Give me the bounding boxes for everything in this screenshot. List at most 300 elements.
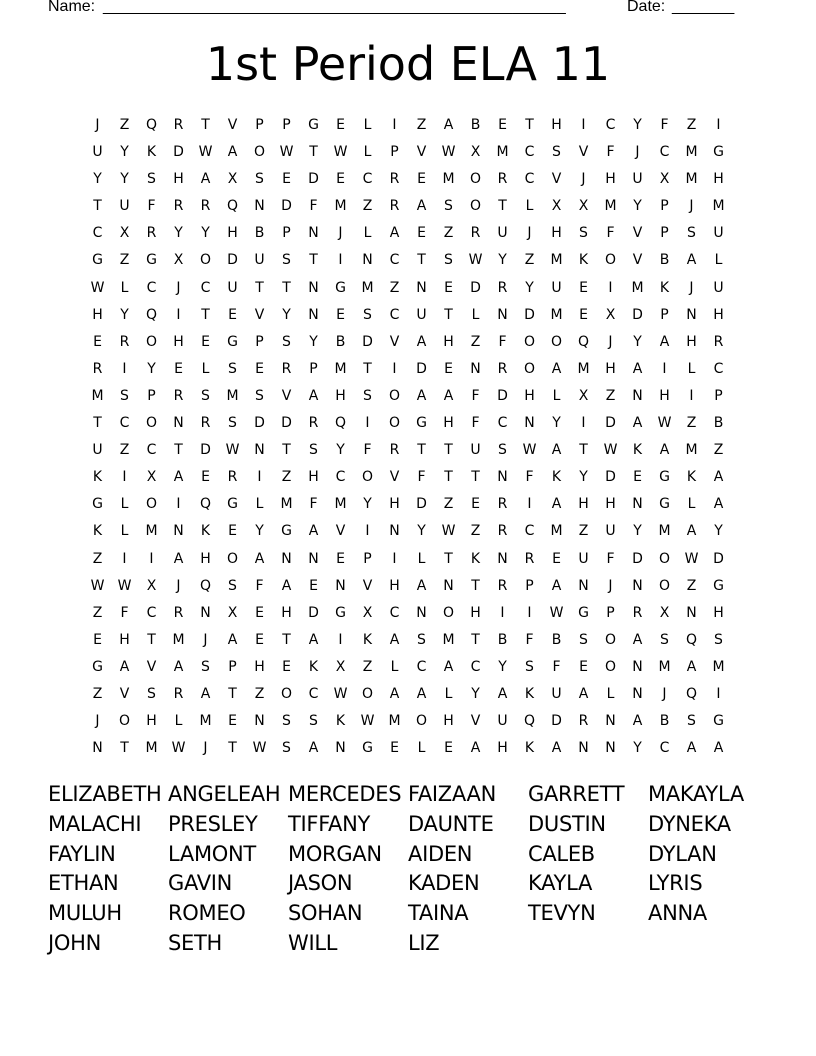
grid-letter[interactable]: R: [389, 171, 400, 188]
grid-letter[interactable]: R: [578, 713, 589, 730]
grid-letter[interactable]: H: [605, 171, 616, 188]
grid-letter[interactable]: P: [525, 577, 534, 594]
grid-letter[interactable]: H: [146, 713, 157, 730]
grid-letter[interactable]: O: [226, 550, 239, 567]
grid-letter[interactable]: B: [254, 225, 265, 242]
grid-letter[interactable]: E: [444, 360, 453, 377]
grid-letter[interactable]: B: [713, 415, 724, 432]
grid-letter[interactable]: P: [660, 225, 669, 242]
grid-letter[interactable]: T: [444, 550, 453, 567]
grid-letter[interactable]: L: [714, 252, 723, 269]
grid-letter[interactable]: A: [470, 740, 481, 757]
grid-letter[interactable]: T: [444, 306, 453, 323]
grid-letter[interactable]: W: [225, 442, 240, 459]
grid-letter[interactable]: S: [309, 442, 318, 459]
grid-letter[interactable]: F: [525, 631, 534, 648]
grid-letter[interactable]: X: [227, 171, 238, 188]
grid-letter[interactable]: Y: [309, 333, 318, 350]
grid-letter[interactable]: O: [658, 577, 671, 594]
grid-letter[interactable]: D: [173, 144, 184, 161]
grid-letter[interactable]: M: [361, 279, 374, 296]
grid-letter[interactable]: M: [442, 171, 455, 188]
grid-letter[interactable]: B: [659, 713, 670, 730]
grid-letter[interactable]: E: [228, 523, 237, 540]
grid-letter[interactable]: T: [444, 442, 453, 459]
grid-letter[interactable]: H: [605, 496, 616, 513]
grid-letter[interactable]: I: [365, 523, 370, 540]
grid-letter[interactable]: O: [550, 333, 563, 350]
grid-letter[interactable]: T: [282, 279, 291, 296]
grid-letter[interactable]: J: [203, 740, 208, 757]
grid-letter[interactable]: B: [551, 631, 562, 648]
grid-letter[interactable]: S: [147, 685, 156, 702]
grid-letter[interactable]: S: [498, 442, 507, 459]
grid-letter[interactable]: Z: [281, 469, 292, 486]
grid-letter[interactable]: R: [227, 469, 238, 486]
grid-letter[interactable]: N: [281, 550, 292, 567]
grid-letter[interactable]: Q: [145, 117, 158, 133]
grid-letter[interactable]: F: [606, 144, 615, 161]
grid-letter[interactable]: S: [714, 631, 723, 648]
grid-letter[interactable]: V: [470, 713, 481, 730]
grid-letter[interactable]: K: [524, 685, 535, 702]
grid-letter[interactable]: A: [389, 631, 400, 648]
grid-letter[interactable]: A: [389, 685, 400, 702]
grid-letter[interactable]: G: [659, 469, 670, 486]
grid-letter[interactable]: W: [252, 740, 267, 757]
grid-letter[interactable]: G: [227, 496, 238, 513]
grid-letter[interactable]: P: [147, 387, 156, 404]
grid-letter[interactable]: R: [173, 685, 184, 702]
grid-letter[interactable]: S: [579, 225, 588, 242]
grid-letter[interactable]: I: [527, 604, 532, 621]
grid-letter[interactable]: D: [416, 360, 427, 377]
grid-letter[interactable]: M: [550, 252, 563, 269]
grid-letter[interactable]: D: [632, 306, 643, 323]
grid-letter[interactable]: M: [685, 171, 698, 188]
grid-letter[interactable]: E: [174, 360, 183, 377]
grid-letter[interactable]: A: [416, 577, 427, 594]
grid-letter[interactable]: I: [176, 496, 181, 513]
grid-letter[interactable]: C: [362, 171, 373, 188]
grid-letter[interactable]: J: [635, 144, 640, 161]
grid-letter[interactable]: G: [659, 496, 670, 513]
grid-letter[interactable]: S: [687, 713, 696, 730]
grid-letter[interactable]: A: [632, 360, 643, 377]
grid-letter[interactable]: R: [389, 198, 400, 215]
grid-letter[interactable]: K: [632, 442, 643, 459]
grid-letter[interactable]: L: [417, 550, 426, 567]
grid-letter[interactable]: A: [173, 469, 184, 486]
grid-letter[interactable]: C: [524, 523, 535, 540]
grid-letter[interactable]: L: [444, 685, 453, 702]
grid-letter[interactable]: S: [255, 387, 264, 404]
grid-letter[interactable]: Z: [686, 415, 697, 432]
grid-letter[interactable]: D: [308, 171, 319, 188]
grid-letter[interactable]: A: [308, 740, 319, 757]
grid-letter[interactable]: O: [253, 144, 266, 161]
grid-letter[interactable]: P: [660, 198, 669, 215]
grid-letter[interactable]: Q: [577, 333, 590, 350]
grid-letter[interactable]: O: [469, 171, 482, 188]
grid-letter[interactable]: A: [632, 415, 643, 432]
grid-letter[interactable]: H: [713, 604, 724, 621]
grid-letter[interactable]: Y: [417, 523, 426, 540]
grid-letter[interactable]: Z: [416, 117, 427, 133]
grid-letter[interactable]: K: [200, 523, 211, 540]
grid-letter[interactable]: N: [443, 577, 454, 594]
grid-letter[interactable]: X: [173, 252, 184, 269]
grid-letter[interactable]: A: [551, 577, 562, 594]
grid-letter[interactable]: Y: [633, 740, 642, 757]
grid-letter[interactable]: G: [578, 604, 589, 621]
grid-letter[interactable]: M: [172, 631, 185, 648]
grid-letter[interactable]: W: [198, 144, 213, 161]
grid-letter[interactable]: F: [606, 550, 615, 567]
grid-letter[interactable]: O: [523, 333, 536, 350]
grid-letter[interactable]: A: [416, 333, 427, 350]
grid-letter[interactable]: E: [417, 225, 426, 242]
grid-letter[interactable]: V: [119, 685, 130, 702]
grid-letter[interactable]: M: [199, 713, 212, 730]
grid-letter[interactable]: L: [363, 225, 372, 242]
grid-letter[interactable]: A: [551, 740, 562, 757]
grid-letter[interactable]: F: [606, 225, 615, 242]
grid-letter[interactable]: M: [712, 658, 725, 675]
grid-letter[interactable]: W: [90, 577, 105, 594]
grid-letter[interactable]: A: [416, 685, 427, 702]
grid-letter[interactable]: U: [92, 144, 103, 161]
grid-letter[interactable]: R: [524, 550, 535, 567]
grid-letter[interactable]: W: [603, 442, 618, 459]
grid-letter[interactable]: T: [120, 740, 129, 757]
grid-letter[interactable]: S: [228, 415, 237, 432]
grid-letter[interactable]: F: [147, 198, 156, 215]
grid-letter[interactable]: J: [338, 225, 343, 242]
grid-letter[interactable]: A: [443, 387, 454, 404]
grid-letter[interactable]: L: [687, 360, 696, 377]
grid-letter[interactable]: S: [363, 306, 372, 323]
grid-letter[interactable]: N: [308, 225, 319, 242]
grid-letter[interactable]: G: [416, 415, 427, 432]
grid-letter[interactable]: S: [309, 713, 318, 730]
grid-letter[interactable]: N: [416, 604, 427, 621]
grid-letter[interactable]: O: [523, 360, 536, 377]
grid-letter[interactable]: T: [309, 252, 318, 269]
grid-letter[interactable]: E: [498, 117, 507, 133]
grid-letter[interactable]: N: [308, 306, 319, 323]
grid-letter[interactable]: Q: [334, 415, 347, 432]
grid-letter[interactable]: R: [173, 117, 184, 133]
grid-letter[interactable]: Q: [685, 631, 698, 648]
grid-letter[interactable]: P: [282, 225, 291, 242]
grid-letter[interactable]: K: [308, 658, 319, 675]
grid-letter[interactable]: N: [308, 550, 319, 567]
grid-letter[interactable]: I: [608, 279, 613, 296]
grid-letter[interactable]: O: [604, 631, 617, 648]
grid-letter[interactable]: E: [201, 469, 210, 486]
grid-letter[interactable]: T: [471, 577, 480, 594]
grid-letter[interactable]: S: [282, 333, 291, 350]
grid-letter[interactable]: D: [713, 550, 724, 567]
grid-letter[interactable]: P: [255, 117, 264, 133]
grid-letter[interactable]: P: [363, 550, 372, 567]
grid-letter[interactable]: A: [200, 171, 211, 188]
grid-letter[interactable]: I: [581, 415, 586, 432]
grid-letter[interactable]: Q: [145, 306, 158, 323]
grid-letter[interactable]: D: [605, 415, 616, 432]
grid-letter[interactable]: A: [173, 658, 184, 675]
grid-letter[interactable]: H: [443, 713, 454, 730]
grid-letter[interactable]: A: [551, 496, 562, 513]
grid-letter[interactable]: Y: [633, 333, 642, 350]
grid-letter[interactable]: E: [444, 279, 453, 296]
grid-letter[interactable]: H: [281, 604, 292, 621]
grid-letter[interactable]: I: [662, 360, 667, 377]
grid-letter[interactable]: I: [122, 360, 127, 377]
grid-letter[interactable]: M: [91, 387, 104, 404]
grid-letter[interactable]: V: [551, 171, 562, 188]
grid-letter[interactable]: M: [604, 198, 617, 215]
grid-letter[interactable]: E: [444, 740, 453, 757]
grid-letter[interactable]: N: [497, 469, 508, 486]
grid-letter[interactable]: E: [336, 550, 345, 567]
grid-letter[interactable]: H: [389, 496, 400, 513]
grid-letter[interactable]: U: [119, 198, 130, 215]
grid-letter[interactable]: H: [254, 658, 265, 675]
grid-letter[interactable]: W: [171, 740, 186, 757]
grid-letter[interactable]: F: [471, 387, 480, 404]
grid-letter[interactable]: V: [335, 523, 346, 540]
grid-letter[interactable]: C: [524, 144, 535, 161]
grid-letter[interactable]: V: [227, 117, 238, 133]
grid-letter[interactable]: H: [443, 415, 454, 432]
grid-letter[interactable]: R: [281, 360, 292, 377]
grid-letter[interactable]: N: [578, 577, 589, 594]
grid-letter[interactable]: A: [443, 117, 454, 133]
grid-letter[interactable]: Y: [120, 144, 129, 161]
grid-letter[interactable]: G: [281, 523, 292, 540]
grid-letter[interactable]: D: [227, 252, 238, 269]
grid-letter[interactable]: F: [309, 198, 318, 215]
grid-letter[interactable]: A: [659, 333, 670, 350]
grid-letter[interactable]: M: [685, 442, 698, 459]
grid-letter[interactable]: F: [255, 577, 264, 594]
grid-letter[interactable]: O: [604, 658, 617, 675]
grid-letter[interactable]: J: [689, 279, 694, 296]
grid-letter[interactable]: L: [552, 387, 561, 404]
grid-letter[interactable]: M: [712, 198, 725, 215]
grid-letter[interactable]: W: [279, 144, 294, 161]
grid-letter[interactable]: Y: [525, 279, 534, 296]
grid-letter[interactable]: N: [470, 360, 481, 377]
grid-letter[interactable]: S: [660, 631, 669, 648]
grid-letter[interactable]: Q: [523, 713, 536, 730]
grid-letter[interactable]: M: [334, 496, 347, 513]
grid-letter[interactable]: M: [496, 144, 509, 161]
grid-letter[interactable]: R: [119, 333, 130, 350]
grid-letter[interactable]: M: [685, 144, 698, 161]
grid-letter[interactable]: C: [335, 469, 346, 486]
grid-letter[interactable]: W: [468, 252, 483, 269]
grid-letter[interactable]: U: [416, 306, 427, 323]
grid-letter[interactable]: M: [631, 279, 644, 296]
grid-letter[interactable]: A: [119, 658, 130, 675]
grid-letter[interactable]: Y: [147, 360, 156, 377]
grid-letter[interactable]: R: [497, 523, 508, 540]
grid-letter[interactable]: L: [606, 685, 615, 702]
grid-letter[interactable]: W: [333, 685, 348, 702]
grid-letter[interactable]: R: [308, 415, 319, 432]
grid-letter[interactable]: Y: [471, 685, 480, 702]
grid-letter[interactable]: C: [308, 685, 319, 702]
grid-letter[interactable]: Z: [443, 225, 454, 242]
grid-letter[interactable]: Q: [199, 577, 212, 594]
grid-letter[interactable]: T: [228, 685, 237, 702]
grid-letter[interactable]: P: [714, 387, 723, 404]
grid-letter[interactable]: N: [173, 415, 184, 432]
grid-letter[interactable]: S: [444, 252, 453, 269]
grid-letter[interactable]: I: [338, 252, 343, 269]
grid-letter[interactable]: L: [120, 523, 129, 540]
grid-letter[interactable]: A: [416, 198, 427, 215]
grid-letter[interactable]: D: [470, 279, 481, 296]
grid-letter[interactable]: X: [146, 469, 157, 486]
grid-letter[interactable]: A: [713, 496, 724, 513]
grid-letter[interactable]: C: [146, 279, 157, 296]
grid-letter[interactable]: Y: [363, 496, 372, 513]
grid-letter[interactable]: T: [255, 279, 264, 296]
grid-letter[interactable]: T: [417, 252, 426, 269]
grid-letter[interactable]: H: [173, 333, 184, 350]
grid-letter[interactable]: E: [93, 631, 102, 648]
grid-letter[interactable]: J: [662, 685, 667, 702]
grid-letter[interactable]: E: [633, 469, 642, 486]
grid-letter[interactable]: M: [388, 713, 401, 730]
grid-letter[interactable]: N: [254, 713, 265, 730]
grid-letter[interactable]: N: [335, 577, 346, 594]
grid-letter[interactable]: D: [524, 306, 535, 323]
grid-letter[interactable]: E: [552, 550, 561, 567]
grid-letter[interactable]: C: [524, 171, 535, 188]
grid-letter[interactable]: N: [632, 577, 643, 594]
grid-letter[interactable]: Z: [470, 523, 481, 540]
grid-letter[interactable]: A: [686, 658, 697, 675]
grid-letter[interactable]: N: [632, 658, 643, 675]
grid-letter[interactable]: M: [442, 631, 455, 648]
grid-letter[interactable]: H: [551, 117, 562, 133]
grid-letter[interactable]: D: [281, 198, 292, 215]
grid-letter[interactable]: S: [282, 740, 291, 757]
grid-letter[interactable]: R: [173, 198, 184, 215]
grid-letter[interactable]: X: [578, 387, 589, 404]
grid-letter[interactable]: R: [632, 604, 643, 621]
grid-letter[interactable]: K: [686, 469, 697, 486]
grid-letter[interactable]: A: [497, 685, 508, 702]
grid-letter[interactable]: R: [497, 496, 508, 513]
grid-letter[interactable]: D: [254, 415, 265, 432]
grid-letter[interactable]: X: [605, 306, 616, 323]
grid-letter[interactable]: U: [551, 279, 562, 296]
grid-letter[interactable]: U: [254, 252, 265, 269]
grid-letter[interactable]: J: [95, 117, 100, 133]
grid-letter[interactable]: H: [713, 306, 724, 323]
grid-letter[interactable]: P: [309, 360, 318, 377]
grid-letter[interactable]: M: [658, 658, 671, 675]
grid-letter[interactable]: F: [660, 117, 669, 133]
grid-letter[interactable]: X: [362, 604, 373, 621]
grid-letter[interactable]: J: [689, 198, 694, 215]
grid-letter[interactable]: N: [578, 740, 589, 757]
grid-letter[interactable]: O: [145, 333, 158, 350]
grid-letter[interactable]: A: [686, 523, 697, 540]
grid-letter[interactable]: T: [471, 631, 480, 648]
grid-letter[interactable]: Z: [362, 658, 373, 675]
grid-letter[interactable]: N: [173, 523, 184, 540]
grid-letter[interactable]: E: [255, 360, 264, 377]
grid-letter[interactable]: R: [200, 198, 211, 215]
grid-letter[interactable]: Y: [633, 198, 642, 215]
grid-letter[interactable]: V: [362, 577, 373, 594]
grid-letter[interactable]: Z: [119, 442, 130, 459]
grid-letter[interactable]: N: [389, 523, 400, 540]
grid-letter[interactable]: T: [282, 442, 291, 459]
grid-letter[interactable]: I: [392, 117, 397, 133]
grid-letter[interactable]: S: [282, 713, 291, 730]
grid-letter[interactable]: E: [255, 604, 264, 621]
grid-letter[interactable]: C: [389, 306, 400, 323]
grid-letter[interactable]: T: [363, 360, 372, 377]
grid-letter[interactable]: X: [551, 198, 562, 215]
grid-letter[interactable]: Y: [336, 442, 345, 459]
grid-letter[interactable]: E: [579, 279, 588, 296]
grid-letter[interactable]: A: [578, 685, 589, 702]
grid-letter[interactable]: P: [282, 117, 291, 133]
grid-letter[interactable]: W: [441, 523, 456, 540]
grid-letter[interactable]: H: [200, 550, 211, 567]
grid-letter[interactable]: G: [713, 144, 724, 161]
grid-letter[interactable]: A: [443, 658, 454, 675]
grid-letter[interactable]: Q: [226, 198, 239, 215]
grid-letter[interactable]: H: [605, 360, 616, 377]
grid-letter[interactable]: O: [280, 685, 293, 702]
grid-letter[interactable]: F: [417, 469, 426, 486]
grid-letter[interactable]: H: [713, 171, 724, 188]
grid-letter[interactable]: C: [497, 415, 508, 432]
grid-letter[interactable]: E: [309, 577, 318, 594]
grid-letter[interactable]: E: [417, 171, 426, 188]
grid-letter[interactable]: N: [416, 279, 427, 296]
grid-letter[interactable]: F: [471, 415, 480, 432]
grid-letter[interactable]: Y: [174, 225, 183, 242]
grid-letter[interactable]: S: [255, 171, 264, 188]
grid-letter[interactable]: Z: [605, 387, 616, 404]
grid-letter[interactable]: J: [527, 225, 532, 242]
grid-letter[interactable]: H: [92, 306, 103, 323]
grid-letter[interactable]: R: [497, 577, 508, 594]
grid-letter[interactable]: O: [145, 496, 158, 513]
grid-letter[interactable]: O: [361, 469, 374, 486]
grid-letter[interactable]: Z: [578, 523, 589, 540]
grid-letter[interactable]: S: [201, 387, 210, 404]
grid-letter[interactable]: I: [581, 117, 586, 133]
grid-letter[interactable]: S: [444, 198, 453, 215]
grid-letter[interactable]: T: [174, 442, 183, 459]
grid-letter[interactable]: U: [713, 279, 724, 296]
grid-letter[interactable]: W: [90, 279, 105, 296]
grid-letter[interactable]: S: [687, 225, 696, 242]
grid-letter[interactable]: Y: [579, 469, 588, 486]
